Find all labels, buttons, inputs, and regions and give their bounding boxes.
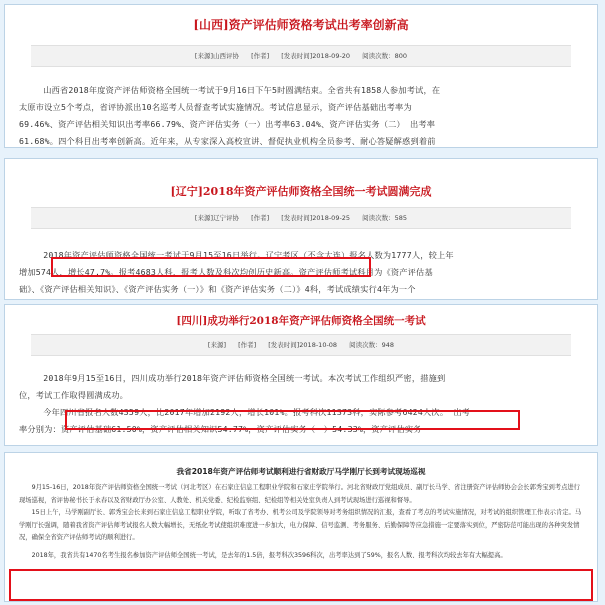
body-paragraph: 2018年，我省共有1470名考生报名参加资产评估师全国统一考试，是去年的1.5倍，报考科次3596科次，出考率达到了59%，报名人数、报考科次均较去年有大幅提高。 [31, 551, 507, 559]
body-paragraph: 15日上午，马学刚副厅长、郭秀宝会长来到石家庄信息工程职业学院，听取了省考办、机考公司及学院领导对考务组织情况的汇报，查看了考点的考试实施情况，对考试的组织管理工作表示肯定。马学刚厅长强调，随着我省资产评估师考试报名人数大幅增长，无纸化考试使组织难度进一步加大，电力保障、信号监测、考务服务、后勤保障等应急措施一定要落实到位，严密防范可能出现的各种突发情况，确保全省资产评估师考试的顺利进行。 [19, 509, 582, 542]
meta-source: [来源]山西评协 [194, 52, 239, 60]
article-panel-sichuan [4, 304, 598, 446]
meta-author: [作者] [251, 52, 270, 60]
meta-reads: 阅读次数：585 [362, 214, 408, 222]
article-body [5, 82, 597, 148]
article-panel-liaoning [4, 158, 598, 300]
meta-reads: 阅读次数：948 [349, 341, 395, 349]
body-line: 今年四川省报名人数4359人，比2017年增加2192人，增长101%。报考科次11373科，实际参考6424人次。 出考 [43, 407, 471, 417]
meta-time: [发表时间]2018-09-20 [281, 52, 351, 60]
body-paragraph: 9月15-16日，2018年资产评估师资格全国统一考试（河北考区）在石家庄信息工程职业学院和石家庄学院举行。河北省财政厅党组成员、副厅长马学、省注册资产评估师协会会长郭秀宝到考点进行现场巡视，省评协秘书长于永春以及省财政厅办公室、人教处、机关党委、纪检监察组、纪检组等相关处室负责人到考试现场进行巡视和督导。 [19, 484, 580, 504]
body-line: 2018年资产评估师资格全国统一考试于9月15至16日举行。辽宁考区（不含大连）报名人数为1777人，较上年 [43, 250, 454, 260]
meta-reads: 阅读次数：800 [362, 52, 408, 60]
highlight-box [51, 257, 371, 277]
body-line: 61.68%。四个科目出考率创新高。近年来，从专家深入高校宣讲、督促执业机构全员参考、耐心答疑解惑到着前 [19, 136, 436, 146]
body-line: 太原市设立5个考点，省评协派出10名巡考人员督查考试实施情况。考试信息显示，资产评估基础出考率为 [19, 102, 412, 112]
body-line: 率分别为：资产评估基础61.50%，资产评估相关知识54.77%，资产评估实务（一）54.33%，资产评估实务 [19, 424, 422, 434]
article-panel-shanxi [4, 4, 598, 148]
article-panel-hebei [4, 452, 598, 602]
body-line: 山西省2018年度资产评估师资格全国统一考试于9月16日下午5时圆满结束。全省共有1858人参加考试，在 [43, 85, 441, 95]
body-line: 础》、《资产评估相关知识》、《资产评估实务（一）》和《资产评估实务（二）》4科，考试成绩实行4年为一个 [19, 284, 416, 294]
article-body [5, 482, 597, 563]
highlight-box [65, 410, 520, 430]
meta-time: [发表时间]2018-09-25 [281, 214, 351, 222]
article-title[interactable]: [山西]资产评估师资格考试出考率创新高 [193, 18, 409, 32]
article-title[interactable]: [辽宁]2018年资产评估师资格全国统一考试圆满完成 [170, 185, 432, 198]
article-meta [31, 45, 571, 67]
highlight-box [9, 569, 593, 601]
article-title[interactable]: 我省2018年资产评估师考试顺利进行省财政厅马学刚厅长到考试现场巡视 [176, 467, 426, 476]
article-title[interactable]: [四川]成功举行2018年资产评估师资格全国统一考试 [176, 315, 426, 327]
meta-time: [发表时间]2018-10-08 [268, 341, 338, 349]
meta-author: [作者] [251, 214, 270, 222]
meta-author: [作者] [238, 341, 257, 349]
body-line: 位，考试工作取得圆满成功。 [19, 390, 129, 400]
meta-source: [来源]辽宁评协 [194, 214, 239, 222]
body-line: 增加574人，增长47.7%。报考4683人科，报考人数及科次均创历史新高。资产评估师考试科目为《资产评估基 [19, 267, 433, 277]
article-meta [31, 207, 571, 229]
article-meta [31, 334, 571, 356]
meta-source: [来源] [207, 341, 226, 349]
body-line: 2018年9月15至16日，四川成功举行2018年资产评估师资格全国统一考试。本次考试工作组织严密，措施到 [43, 373, 446, 383]
body-line: 69.46%、资产评估相关知识出考率66.79%、资产评估实务（一）出考率63.04%、资产评估实务（二） 出考率 [19, 119, 436, 129]
